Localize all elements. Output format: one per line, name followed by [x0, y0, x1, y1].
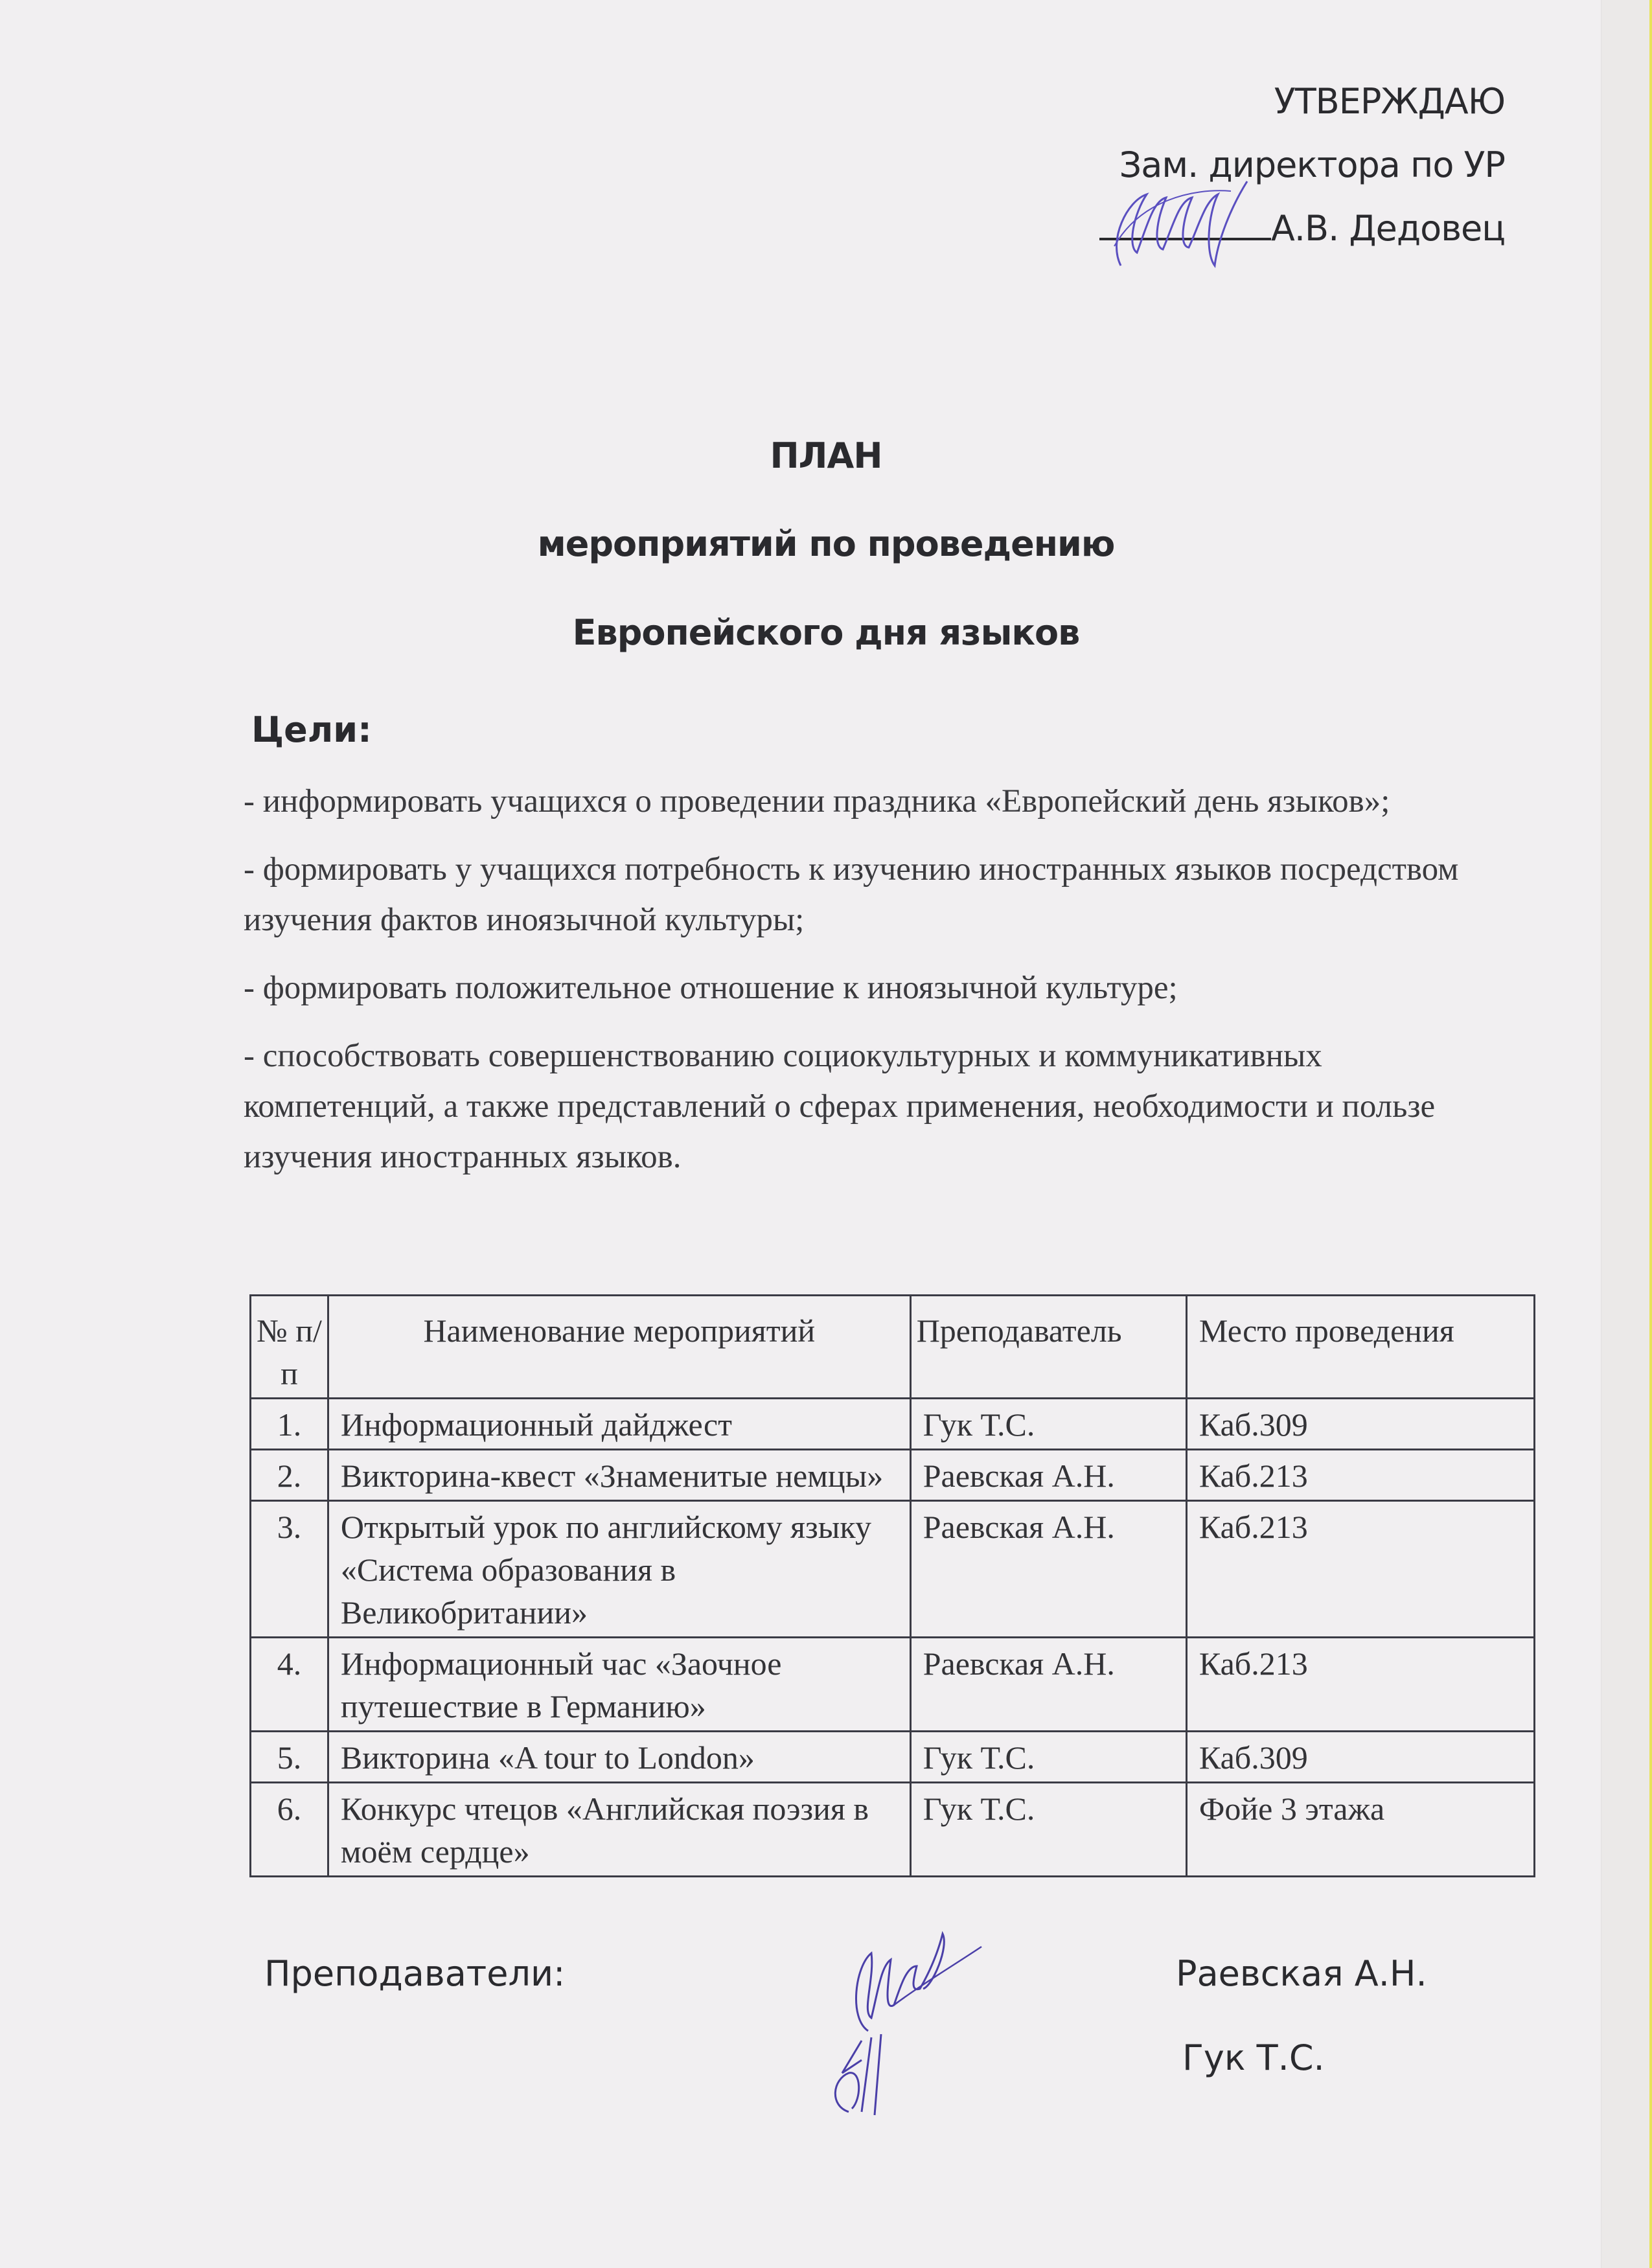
approval-block — [1099, 70, 1505, 260]
goals-heading: Цели: — [251, 709, 372, 750]
goal-item: - способствовать совершенствованию социокультурных и коммуникативных компетенций, а также представлений о сферах применения, необходимости и пользе изучения иностранных языков. — [244, 1038, 1436, 1175]
cell-teacher: Гук Т.С. — [910, 1732, 1186, 1783]
goal-item: - формировать положительное отношение к иноязычной культуре; — [244, 970, 1178, 1006]
header-event: Наименование мероприятий — [328, 1296, 910, 1399]
scan-edge — [1601, 0, 1652, 2268]
cell-teacher: Раевская А.Н. — [910, 1638, 1186, 1732]
table-row — [251, 1399, 1535, 1450]
cell-place: Каб.213 — [1186, 1450, 1534, 1501]
cell-number: 4. — [251, 1638, 328, 1732]
table-header-row — [251, 1296, 1535, 1399]
approval-heading: УТВЕРЖДАЮ — [1274, 81, 1505, 122]
cell-event: Открытый урок по английскому языку «Система образования в Великобритании» — [328, 1501, 910, 1638]
teachers-label: Преподаватели: — [264, 1953, 566, 1994]
table-row — [251, 1732, 1535, 1783]
approval-signature-line — [1099, 197, 1505, 260]
cell-place: Каб.213 — [1186, 1638, 1534, 1732]
table-row — [251, 1450, 1535, 1501]
signature-underline — [1099, 205, 1271, 240]
cell-event: Информационный дайджест — [328, 1399, 910, 1450]
header-number: № п/п — [251, 1296, 328, 1399]
cell-teacher: Раевская А.Н. — [910, 1501, 1186, 1638]
cell-event: Викторина-квест «Знаменитые немцы» — [328, 1450, 910, 1501]
teacher-signature-1 — [842, 1927, 991, 2037]
table-row — [251, 1638, 1535, 1732]
goals-list — [244, 776, 1513, 1200]
cell-place: Каб.309 — [1186, 1399, 1534, 1450]
cell-place: Каб.213 — [1186, 1501, 1534, 1638]
cell-place: Каб.309 — [1186, 1732, 1534, 1783]
cell-event: Конкурс чтецов «Английская поэзия в моём сердце» — [328, 1783, 910, 1877]
cell-number: 6. — [251, 1783, 328, 1877]
cell-place: Фойе 3 этажа — [1186, 1783, 1534, 1877]
cell-number: 5. — [251, 1732, 328, 1783]
teacher-name: Гук Т.С. — [1182, 2037, 1325, 2078]
cell-number: 1. — [251, 1399, 328, 1450]
events-table — [249, 1294, 1535, 1877]
goal-item: - информировать учащихся о проведении праздника «Европейский день языков»; — [244, 783, 1390, 819]
teacher-signature-2 — [823, 2034, 920, 2118]
approval-position: Зам. директора по УР — [1119, 144, 1505, 185]
doc-subtitle-1: мероприятий по проведению — [537, 523, 1115, 564]
goal-item: - формировать у учащихся потребность к изучению иностранных языков посредством изучения фактов иноязычной культуры; — [244, 851, 1459, 938]
doc-title: ПЛАН — [770, 435, 882, 476]
approval-name: А.В. Дедовец — [1270, 208, 1505, 249]
doc-subtitle-2: Европейского дня языков — [572, 612, 1080, 653]
header-teacher: Преподаватель — [910, 1296, 1186, 1399]
cell-teacher: Гук Т.С. — [910, 1783, 1186, 1877]
cell-teacher: Гук Т.С. — [910, 1399, 1186, 1450]
table-row — [251, 1783, 1535, 1877]
table-row — [251, 1501, 1535, 1638]
teacher-name: Раевская А.Н. — [1176, 1953, 1427, 1994]
cell-teacher: Раевская А.Н. — [910, 1450, 1186, 1501]
cell-number: 2. — [251, 1450, 328, 1501]
cell-event: Викторина «A tour to London» — [328, 1732, 910, 1783]
header-place: Место проведения — [1186, 1296, 1534, 1399]
cell-event: Информационный час «Заочное путешествие в Германию» — [328, 1638, 910, 1732]
cell-number: 3. — [251, 1501, 328, 1638]
